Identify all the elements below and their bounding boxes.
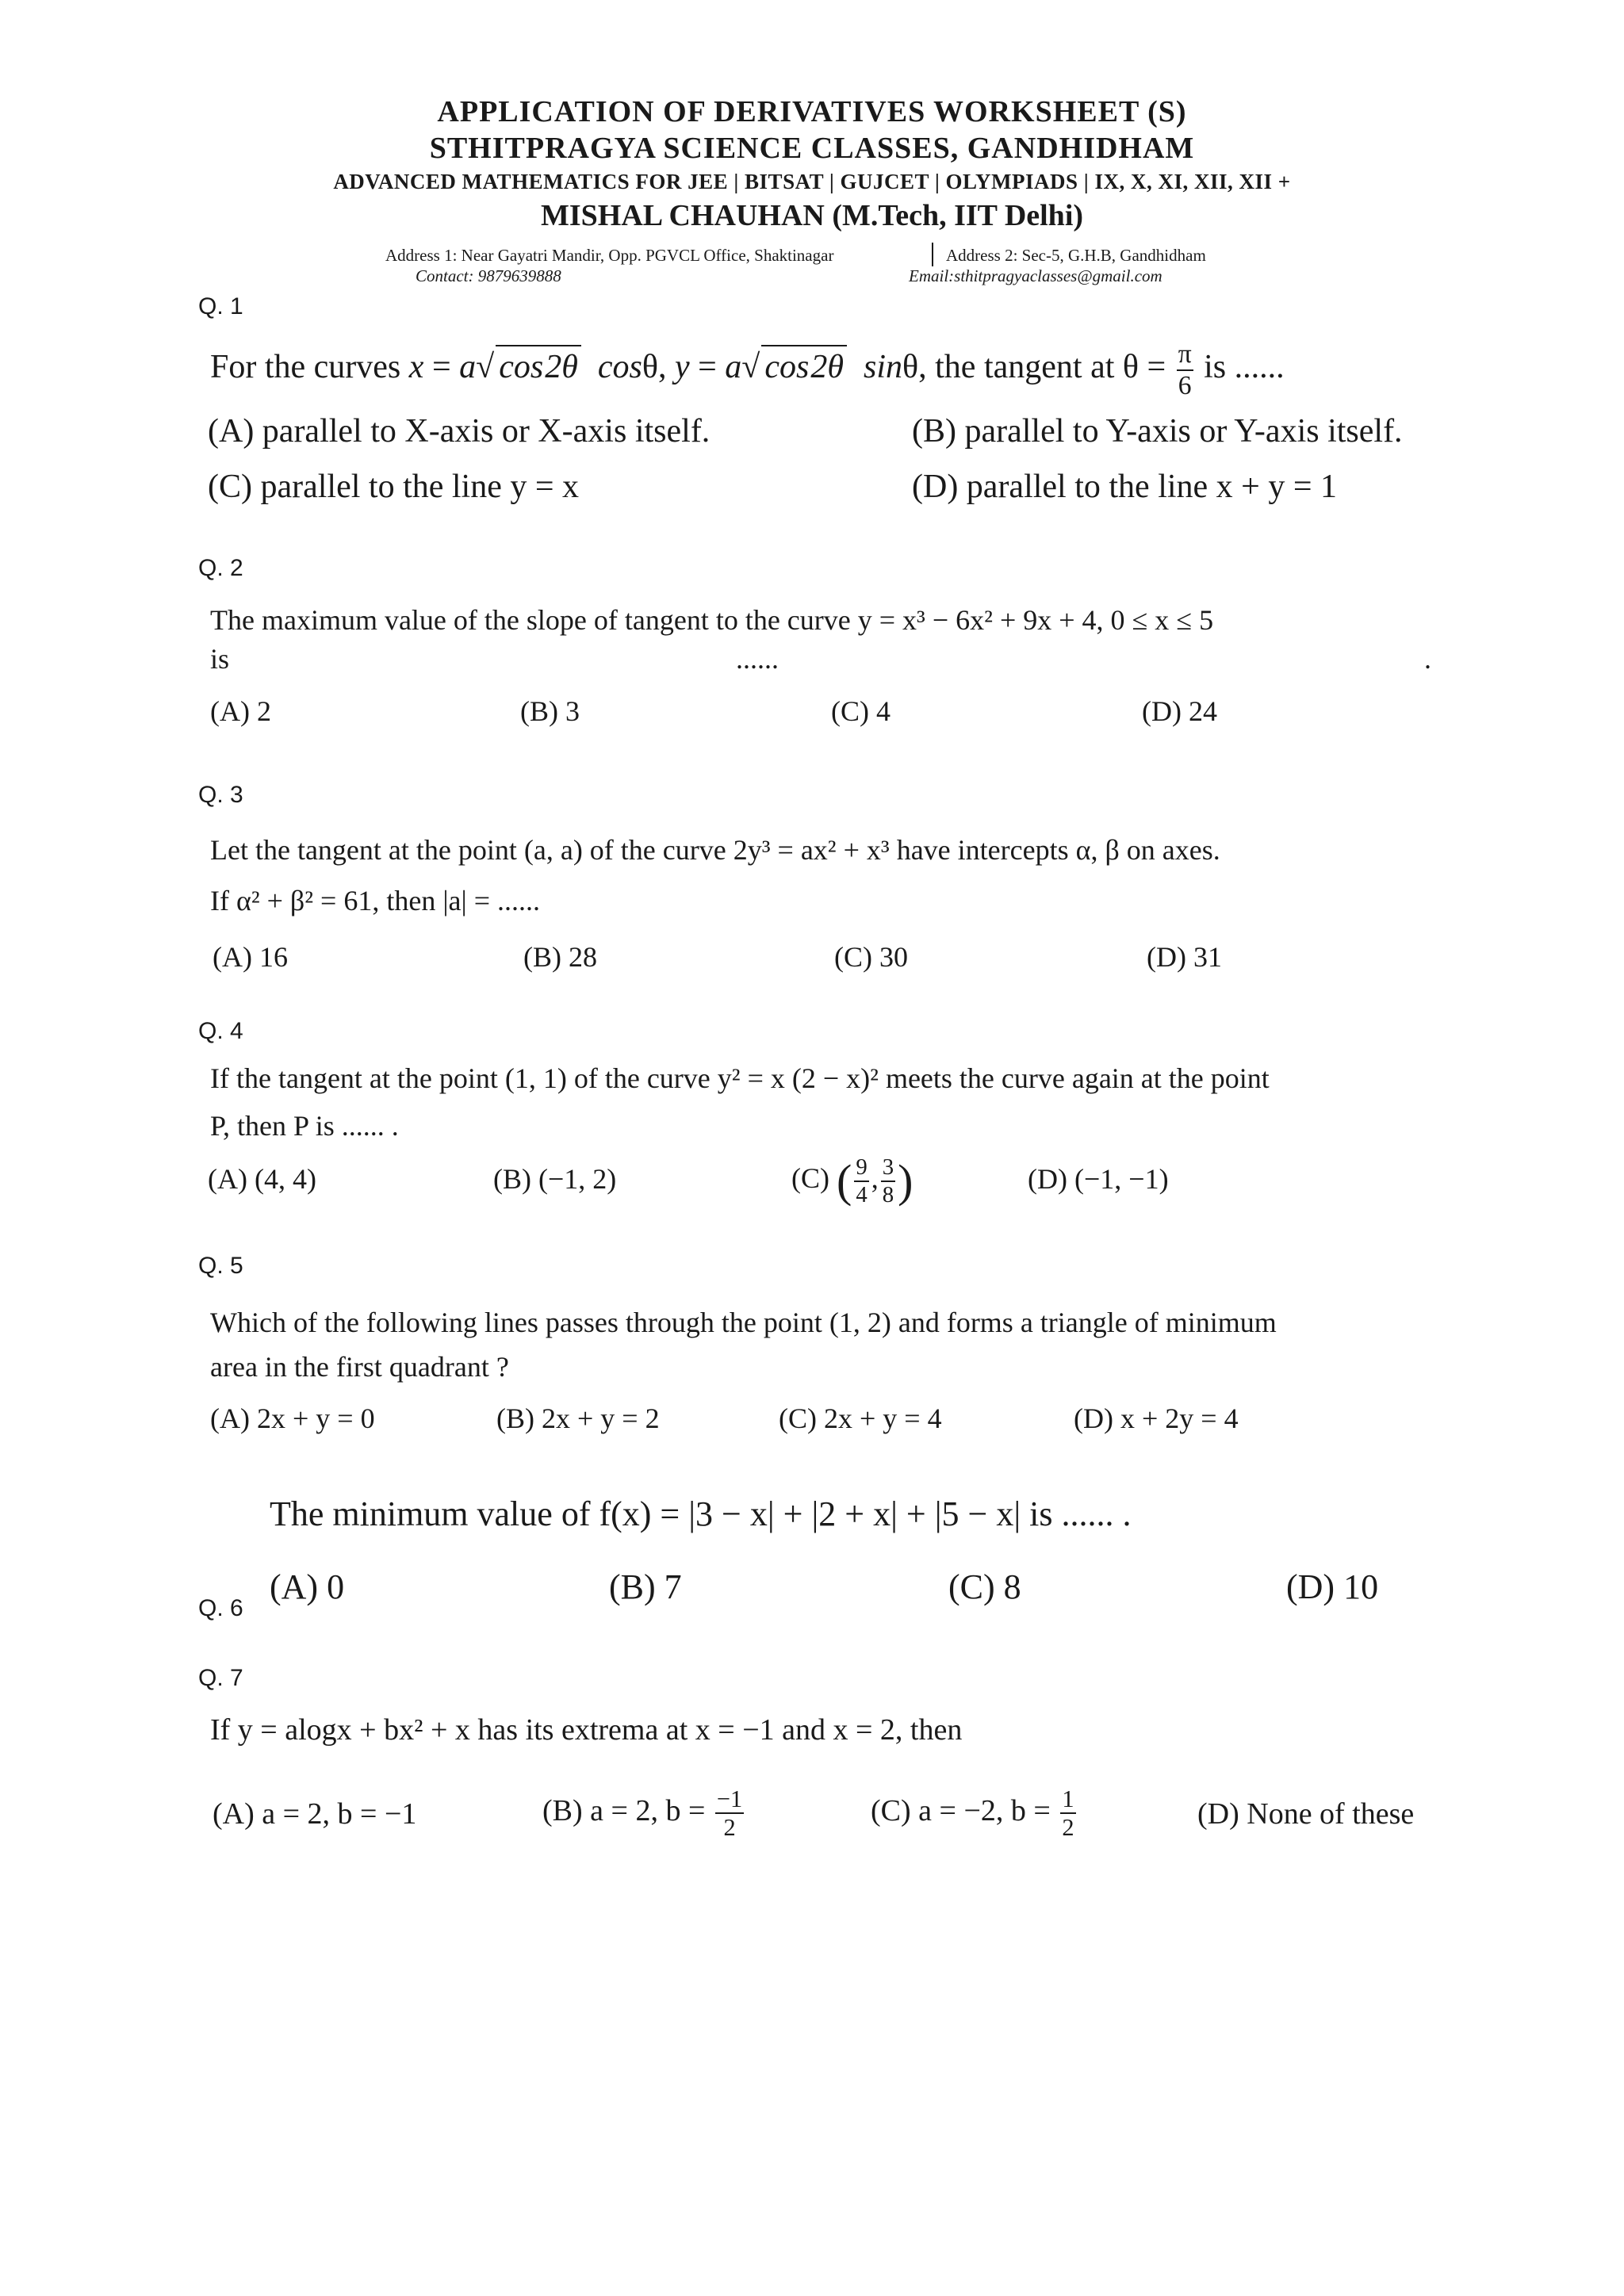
question-3-condition: If α² + β² = 61, then |a| = ......	[210, 885, 541, 916]
question-5-stem: Which of the following lines passes through the point (1, 2) and forms a triangle of minimum	[210, 1307, 1277, 1338]
institute-name: STHITPRAGYA SCIENCE CLASSES, GANDHIDHAM	[429, 132, 1195, 165]
question-4-option-a: (A) (4, 4)	[208, 1163, 316, 1195]
question-3-option-b: (B) 28	[523, 941, 597, 973]
question-4-option-b: (B) (−1, 2)	[493, 1163, 617, 1195]
question-3-option-a: (A) 16	[213, 941, 288, 973]
question-7-option-d: (D) None of these	[1197, 1797, 1415, 1831]
address-divider	[932, 243, 933, 266]
question-7-stem: If y = alogx + bx² + x has its extrema at x = −1 and x = 2, then	[210, 1713, 963, 1747]
question-1-label: Q. 1	[198, 293, 243, 320]
question-1-option-a: (A) parallel to X-axis or X-axis itself.	[208, 413, 710, 450]
question-3-stem: Let the tangent at the point (a, a) of the curve 2y³ = ax² + x³ have intercepts α, β on axes.	[210, 834, 1220, 866]
question-3-option-c: (C) 30	[834, 941, 908, 973]
question-2-option-b: (B) 3	[520, 695, 580, 727]
question-4-stem: If the tangent at the point (1, 1) of the curve y² = x (2 − x)² meets the curve again at the point	[210, 1062, 1270, 1094]
question-2-option-d: (D) 24	[1142, 695, 1217, 727]
question-2-label: Q. 2	[198, 555, 243, 581]
question-1-option-b: (B) parallel to Y-axis or Y-axis itself.	[912, 413, 1403, 450]
question-2-stem: The maximum value of the slope of tangent to the curve y = x³ − 6x² + 9x + 4, 0 ≤ x ≤ 5	[210, 604, 1214, 636]
course-subtitle: ADVANCED MATHEMATICS FOR JEE | BITSAT | GUJCET | OLYMPIADS | IX, X, XI, XII, XII +	[333, 170, 1291, 193]
half: $\frac{1}{2}$	[1062, 1785, 1074, 1842]
address-2: Address 2: Sec-5, G.H.B, Gandhidham	[946, 246, 1206, 265]
question-1-stem: For the curves x = a√ cos2θ cosθ, y = a√ cos2θ sinθ, the tangent at θ = $\frac{\pi}{6}$ is ......	[210, 339, 1285, 400]
question-5-option-c: (C) 2x + y = 4	[779, 1402, 942, 1434]
question-2-is: is	[210, 643, 230, 675]
address-1: Address 1: Near Gayatri Mandir, Opp. PGVCL Office, Shaktinagar	[385, 246, 834, 265]
question-5-label: Q. 5	[198, 1253, 243, 1279]
question-7-option-a: (A) a = 2, b = −1	[213, 1797, 417, 1831]
question-5-option-b: (B) 2x + y = 2	[496, 1402, 660, 1434]
question-7-option-c: (C) a = −2, b = $\frac{1}{2}$	[871, 1785, 1074, 1842]
question-6-option-d: (D) 10	[1286, 1567, 1379, 1606]
question-2-ellipsis: ......	[736, 643, 779, 675]
three-eighths: $\frac{3}{8}$	[882, 1154, 894, 1207]
question-5-option-d: (D) x + 2y = 4	[1074, 1402, 1239, 1434]
question-6-option-c: (C) 8	[948, 1567, 1021, 1606]
contact-phone: Contact: 9879639888	[416, 266, 561, 285]
question-2-period: .	[1424, 643, 1431, 675]
question-7-option-b: (B) a = 2, b = $\frac{-1}{2}$	[542, 1785, 743, 1842]
question-3-option-d: (D) 31	[1147, 941, 1222, 973]
question-5-option-a: (A) 2x + y = 0	[210, 1402, 375, 1434]
question-4-point-p: P, then P is ...... .	[210, 1110, 399, 1142]
question-1-formula: x = a√ cos2θ cosθ, y = a√ cos2θ sinθ	[409, 349, 918, 385]
worksheet-title: APPLICATION OF DERIVATIVES WORKSHEET (S)	[437, 95, 1187, 128]
minus-half: $\frac{-1}{2}$	[716, 1785, 743, 1842]
pi-over-six: $\frac{\pi}{6}$	[1178, 339, 1192, 400]
question-7-label: Q. 7	[198, 1665, 243, 1691]
teacher-name: MISHAL CHAUHAN (M.Tech, IIT Delhi)	[540, 199, 1084, 232]
question-2-option-c: (C) 4	[831, 695, 891, 727]
question-3-label: Q. 3	[198, 782, 243, 808]
question-6-label: Q. 6	[198, 1595, 243, 1621]
nine-quarters: $\frac{9}{4}$	[856, 1154, 868, 1207]
question-4-label: Q. 4	[198, 1018, 243, 1044]
question-2-option-a: (A) 2	[210, 695, 271, 727]
question-6-option-a: (A) 0	[270, 1567, 345, 1606]
question-4-option-d: (D) (−1, −1)	[1028, 1163, 1169, 1195]
worksheet-header	[0, 94, 1624, 235]
question-6-stem: The minimum value of f(x) = |3 − x| + |2 + x| + |5 − x| is ...... .	[270, 1494, 1132, 1533]
question-6-option-b: (B) 7	[609, 1567, 682, 1606]
question-1-option-d: (D) parallel to the line x + y = 1	[912, 469, 1338, 505]
question-5-stem-line2: area in the first quadrant ?	[210, 1351, 509, 1383]
contact-email: Email:sthitpragyaclasses@gmail.com	[909, 266, 1162, 285]
question-1-option-c: (C) parallel to the line y = x	[208, 469, 580, 505]
question-4-option-c: (C) ( $\frac{9}{4}$ , $\frac{3}{8}$ )	[791, 1154, 914, 1207]
